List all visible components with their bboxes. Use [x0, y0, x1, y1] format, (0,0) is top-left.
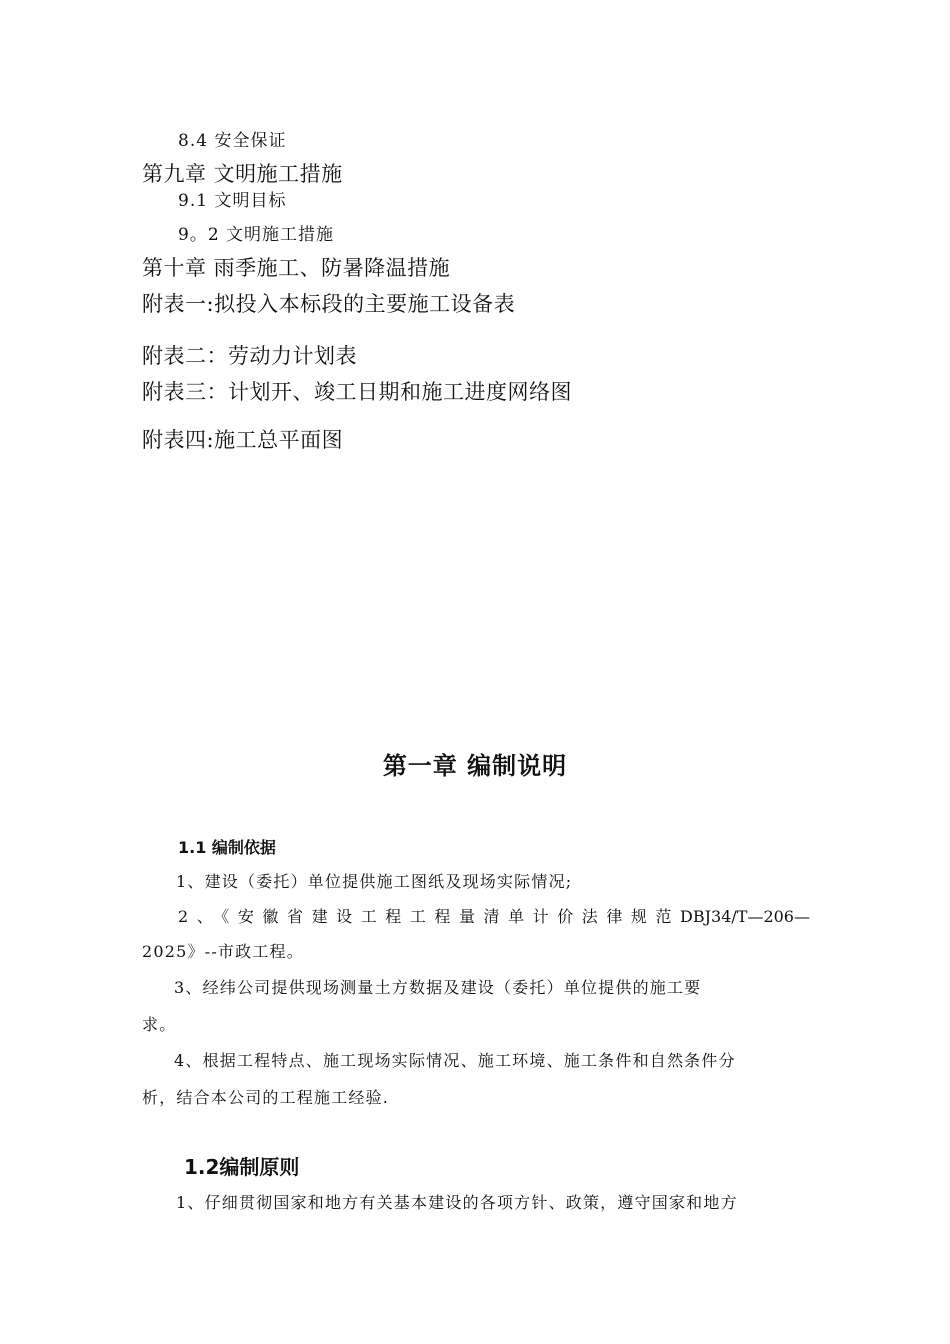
chapter-title: 第一章 编制说明: [382, 752, 568, 780]
toc-item-9-1: 9.1 文明目标: [178, 191, 287, 211]
toc-chapter-10: 第十章 雨季施工、防暑降温措施: [142, 256, 451, 280]
toc-appendix-1: 附表一:拟投入本标段的主要施工设备表: [142, 292, 516, 316]
section-heading-1-2: 1.2编制原则: [184, 1155, 300, 1179]
basis-item-4-line-2: 析，结合本公司的工程施工经验.: [142, 1088, 390, 1107]
toc-item-9-2: 9。2 文明施工措施: [178, 225, 335, 245]
toc-item-8-4: 8.4 安全保证: [178, 131, 287, 151]
basis-item-3-line-1: 3、经纬公司提供现场测量土方数据及建设（委托）单位提供的施工要: [174, 978, 702, 997]
toc-chapter-9: 第九章 文明施工措施: [142, 162, 343, 186]
basis-item-2-line-1: 2、《安徽省建设工程工程量清单计价法律规范DBJ34/T—206—: [178, 907, 810, 926]
basis-item-4-line-1: 4、根据工程特点、施工现场实际情况、施工环境、施工条件和自然条件分: [174, 1051, 736, 1070]
basis-item-3-line-2: 求。: [142, 1015, 177, 1034]
toc-appendix-3: 附表三：计划开、竣工日期和施工进度网络图: [142, 380, 572, 404]
principle-item-1-line-1: 1、仔细贯彻国家和地方有关基本建设的各项方针、政策，遵守国家和地方: [176, 1193, 738, 1212]
basis-item-2-line-2: 2025》--市政工程。: [142, 942, 304, 961]
toc-appendix-4: 附表四:施工总平面图: [142, 428, 344, 452]
toc-appendix-2: 附表二：劳动力计划表: [142, 344, 357, 368]
section-heading-1-1: 1.1 编制依据: [178, 838, 276, 857]
basis-item-1: 1、建设（委托）单位提供施工图纸及现场实际情况;: [176, 872, 573, 891]
